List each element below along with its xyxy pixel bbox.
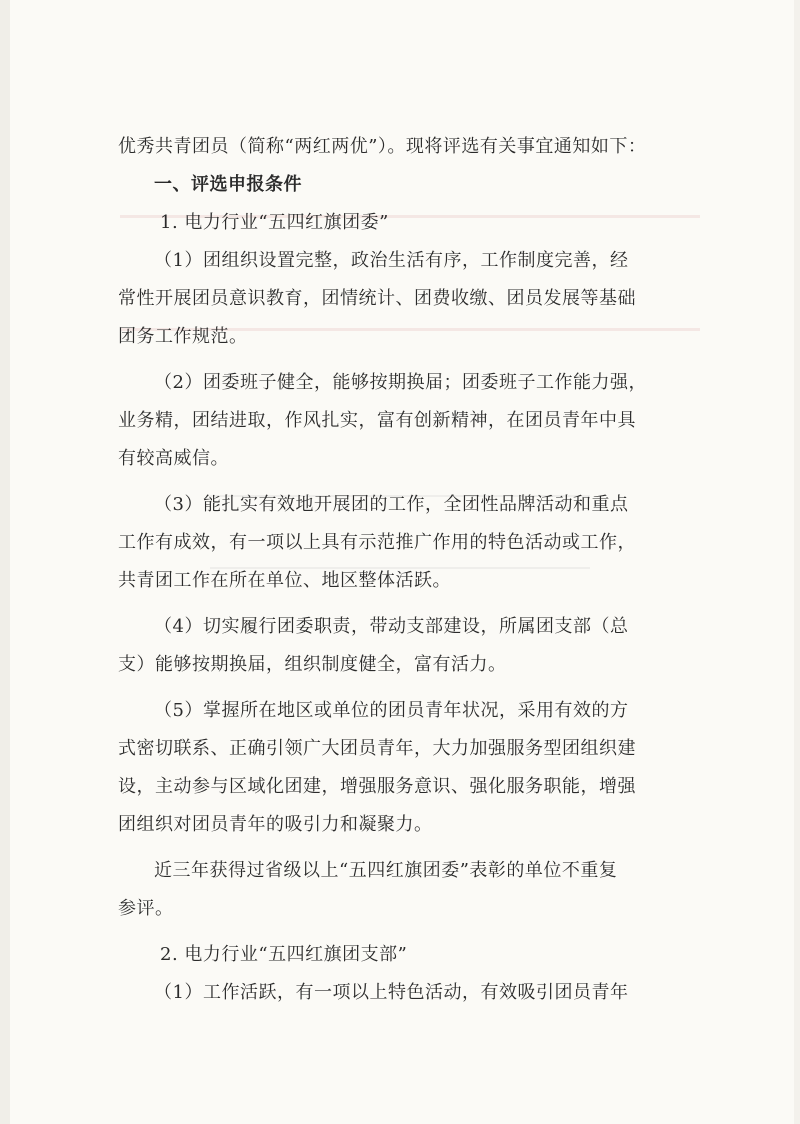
paragraph-line: 团组织对团员青年的吸引力和凝聚力。	[118, 814, 433, 835]
paragraph-line: 有较高威信。	[118, 448, 229, 469]
paragraph-line: 支）能够按期换届，组织制度健全，富有活力。	[118, 654, 507, 675]
paragraph-line: （1）工作活跃，有一项以上特色活动，有效吸引团员青年	[154, 982, 629, 1003]
document-page	[118, 128, 708, 1012]
paragraph-line: 式密切联系、正确引领广大团员青年，大力加强服务型团组织建	[118, 738, 636, 759]
paragraph-line: 团务工作规范。	[118, 326, 248, 347]
paragraph-line: （3）能扎实有效地开展团的工作，全团性品牌活动和重点	[154, 494, 629, 515]
paragraph-line: 设，主动参与区域化团建，增强服务意识、强化服务职能，增强	[118, 776, 636, 797]
paragraph-line: 共青团工作在所在单位、地区整体活跃。	[118, 570, 451, 591]
section-heading: 一、评选申报条件	[154, 174, 302, 195]
subsection-heading: 2. 电力行业“五四红旗团支部”	[160, 944, 408, 965]
paragraph-line: （5）掌握所在地区或单位的团员青年状况，采用有效的方	[154, 700, 629, 721]
paragraph-line: 近三年获得过省级以上“五四红旗团委”表彰的单位不重复	[154, 860, 618, 881]
paragraph-line: （2）团委班子健全，能够按期换届；团委班子工作能力强，	[154, 372, 647, 393]
paragraph-line: 参评。	[118, 898, 174, 919]
paragraph-line: 常性开展团员意识教育，团情统计、团费收缴、团员发展等基础	[118, 288, 636, 309]
body-text-line: 优秀共青团员（简称“两红两优”）。现将评选有关事宜通知如下：	[118, 136, 647, 157]
paragraph-line: （1）团组织设置完整，政治生活有序，工作制度完善，经	[154, 250, 629, 271]
paragraph-line: 业务精，团结进取，作风扎实，富有创新精神，在团员青年中具	[118, 410, 636, 431]
paragraph-line: （4）切实履行团委职责，带动支部建设，所属团支部（总	[154, 616, 629, 637]
paragraph-line: 工作有成效，有一项以上具有示范推广作用的特色活动或工作，	[118, 532, 636, 553]
subsection-heading: 1. 电力行业“五四红旗团委”	[160, 212, 389, 233]
